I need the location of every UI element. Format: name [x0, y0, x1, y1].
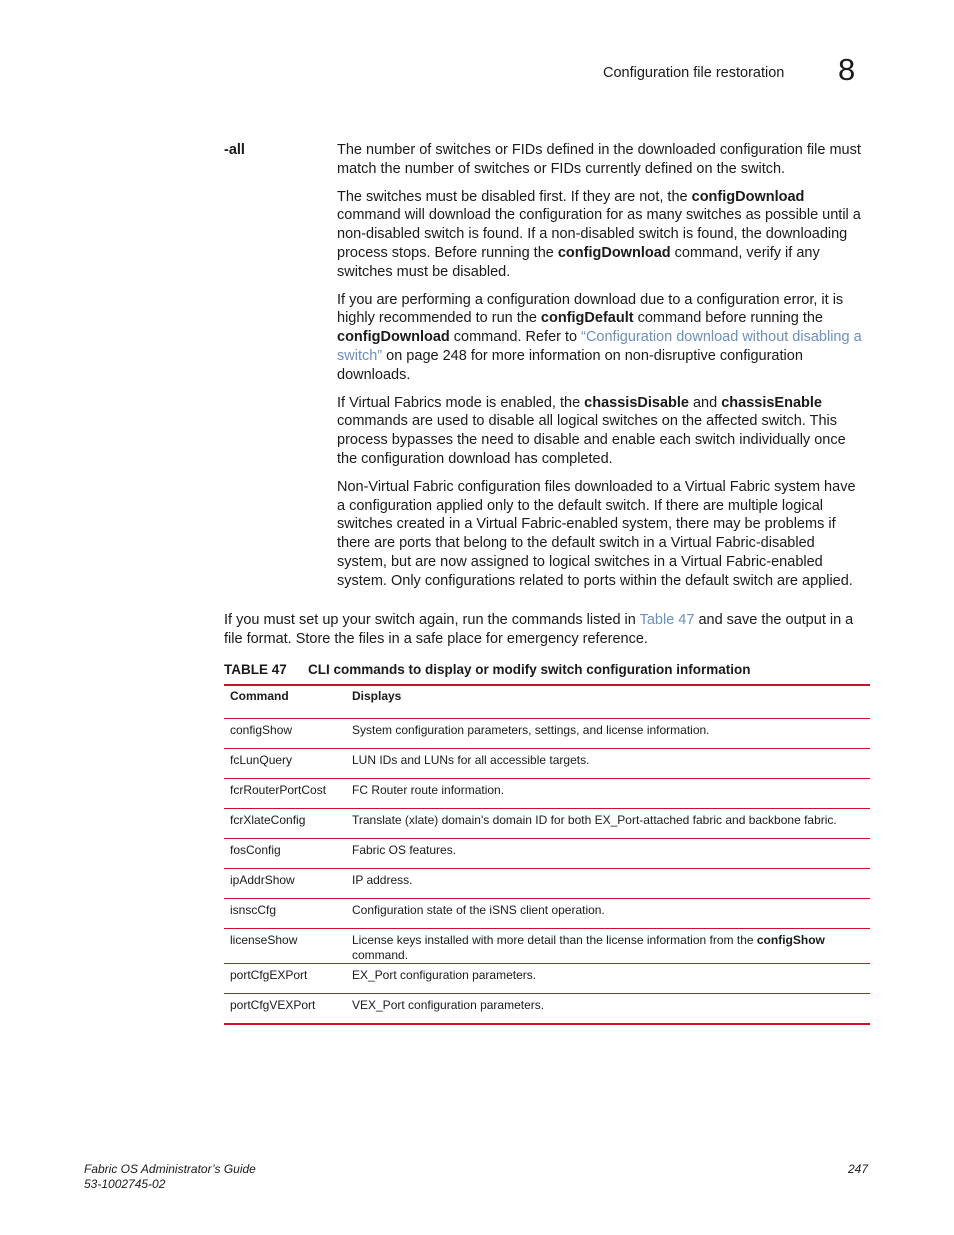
text-run: Translate (xlate) domain's domain ID for both EX_Port-attached fabric and backbone fabric.	[352, 813, 837, 827]
displays-cell	[346, 869, 870, 899]
text-run: IP address.	[352, 873, 413, 887]
command-cell: portCfgVEXPort	[224, 994, 346, 1025]
cross-reference-link[interactable]: “Configuration download without disabling a switch”	[337, 329, 862, 364]
displays-cell	[346, 779, 870, 809]
text-run: Fabric OS features.	[352, 843, 457, 857]
table-row	[224, 779, 870, 809]
displays-cell	[346, 719, 870, 749]
text-run: on page 248 for more information on non-disruptive configuration downloads.	[337, 347, 803, 383]
table-row	[224, 839, 870, 869]
command-name: chassisEnable	[721, 394, 822, 411]
text-run: and	[688, 394, 722, 411]
table-caption	[224, 662, 751, 677]
description-paragraph	[337, 478, 867, 591]
column-header-command: Command	[224, 685, 346, 719]
text-run: System configuration parameters, settings, and license information.	[352, 723, 710, 737]
text-run: FC Router route information.	[352, 783, 505, 797]
displays-cell	[346, 899, 870, 929]
footer-doc-title: Fabric OS Administrator’s Guide	[84, 1162, 256, 1176]
displays-cell	[346, 994, 870, 1025]
command-name: configDownload	[337, 329, 450, 346]
text-run: EX_Port configuration parameters.	[352, 968, 537, 982]
text-run: command.	[352, 948, 409, 962]
text-run: command will download the configuration for as many switches as possible until a non-disabled switch is found. If a non-disabled switch is found, the downloading process stops. Before running the	[337, 207, 861, 261]
command-cell: configShow	[230, 723, 293, 737]
cross-reference-link[interactable]: Table 47	[639, 612, 695, 628]
commands-table	[224, 684, 870, 1025]
command-cell: fcrRouterPortCost	[224, 779, 346, 809]
text-run: The number of switches or FIDs defined in the downloaded configuration file must match the number of switches or FIDs currently defined on the switch.	[337, 142, 861, 177]
table-row	[224, 929, 870, 964]
footer-doc-info	[84, 1162, 256, 1192]
text-run: Non-Virtual Fabric configuration files downloaded to a Virtual Fabric system have a configuration applied only to the default switch. If there are multiple logical switches created in a Virtual Fabric-enabled system, there may be problems if there are ports that belong to the default switch in a Virtual Fabric-disabled system, but are now assigned to logical switches in a Virtual Fabric-enabled system. Only configurations related to ports within the default switch are applied.	[337, 478, 856, 589]
table-row	[224, 719, 870, 749]
displays-cell	[346, 964, 870, 994]
text-run: VEX_Port configuration parameters.	[352, 998, 545, 1012]
command-cell: licenseShow	[224, 929, 346, 964]
text-run: LUN IDs and LUNs for all accessible targets.	[352, 753, 590, 767]
command-cell: portCfgEXPort	[224, 964, 346, 994]
description-paragraph	[337, 141, 867, 179]
table-label: TABLE 47	[224, 662, 287, 677]
column-header-displays: Displays	[346, 685, 870, 719]
intro-paragraph	[224, 611, 874, 649]
text-run: License keys installed with more detail than the license information from the	[352, 933, 757, 947]
displays-cell	[346, 839, 870, 869]
text-run: commands are used to disable all logical switches on the affected switch. This process bypasses the need to disable and enable each switch individually once the configuration download has completed.	[337, 413, 846, 467]
command-name: configDefault	[540, 310, 634, 327]
option-term: -all	[224, 142, 245, 158]
description-paragraph	[337, 188, 867, 282]
command-cell: fcLunQuery	[224, 749, 346, 779]
command-cell: fcrXlateConfig	[224, 809, 346, 839]
command-name: configShow	[756, 933, 825, 947]
table-title: CLI commands to display or modify switch configuration information	[308, 662, 751, 677]
table-row	[224, 964, 870, 994]
text-run: and save the output in a file format. Store the files in a safe place for emergency reference.	[224, 612, 854, 647]
command-cell: fosConfig	[224, 839, 346, 869]
table-row	[224, 749, 870, 779]
footer-doc-number: 53-1002745-02	[84, 1177, 166, 1191]
text-run: command. Refer to	[449, 329, 582, 346]
table-row	[224, 869, 870, 899]
description-paragraph	[337, 394, 867, 469]
table-row	[224, 809, 870, 839]
command-name: chassisDisable	[584, 394, 689, 411]
command-name: configDownload	[691, 188, 805, 205]
description-paragraph	[337, 291, 867, 385]
section-title: Configuration file restoration	[603, 65, 785, 81]
footer-page-number: 247	[848, 1162, 869, 1176]
option-description	[337, 141, 867, 600]
command-cell: isnscCfg	[224, 899, 346, 929]
displays-cell	[346, 929, 870, 964]
text-run: The switches must be disabled first. If they are not, the	[337, 188, 692, 205]
text-run: command, verify if any switches must be disabled.	[337, 244, 820, 280]
text-run: If Virtual Fabrics mode is enabled, the	[337, 394, 585, 411]
displays-cell	[346, 749, 870, 779]
command-cell: ipAddrShow	[224, 869, 346, 899]
command-name: configDownload	[557, 244, 671, 261]
displays-cell	[346, 809, 870, 839]
chapter-number: 8	[838, 52, 856, 87]
text-run: Configuration state of the iSNS client operation.	[352, 903, 605, 917]
table-header-row	[224, 685, 870, 719]
table-row	[224, 899, 870, 929]
table-row	[224, 994, 870, 1025]
text-run: command before running the	[633, 310, 823, 327]
text-run: If you are performing a configuration download due to a configuration error, it is highly recommended to run the	[337, 291, 844, 327]
text-run: If you must set up your switch again, run the commands listed in	[224, 612, 640, 628]
